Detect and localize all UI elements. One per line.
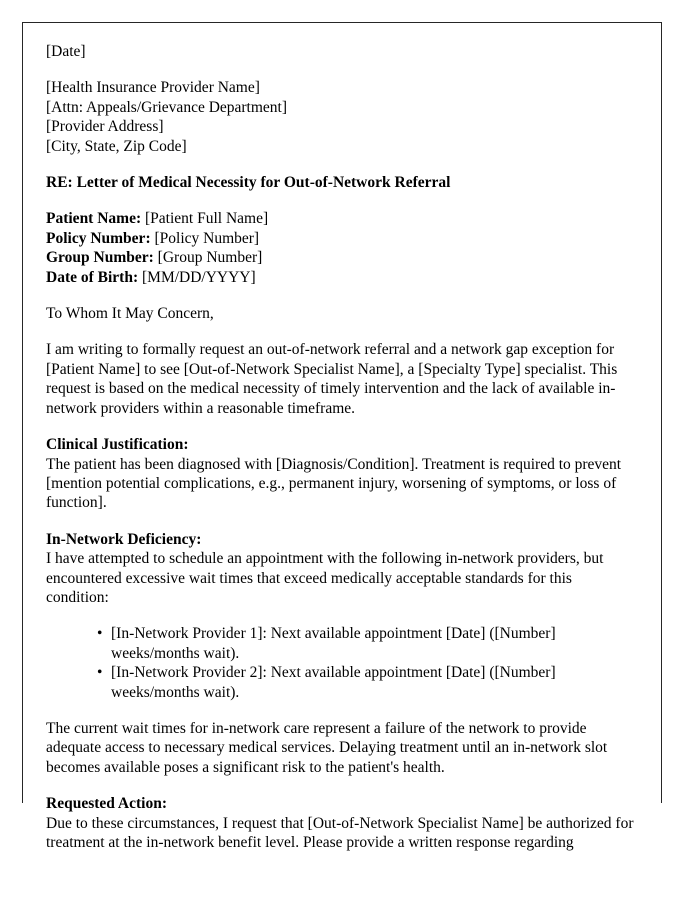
address-line: [Provider Address] <box>46 118 164 136</box>
field-label: Policy Number: <box>46 229 151 247</box>
spacer <box>46 192 636 209</box>
spacer <box>46 418 636 435</box>
letter-body <box>46 42 636 852</box>
spacer <box>46 513 636 530</box>
spacer <box>46 287 636 304</box>
section-heading-clinical-justification: Clinical Justification: <box>46 436 189 454</box>
section-body-clinical-justification: The patient has been diagnosed with [Diagnosis/Condition]. Treatment is required to prevent [mention potential complications, e.g., permanent injury, worsening of symptoms, or loss of function]. <box>46 455 622 512</box>
patient-field-row <box>46 268 636 287</box>
patient-field-row <box>46 229 636 248</box>
address-line: [City, State, Zip Code] <box>46 137 187 155</box>
field-value: [MM/DD/YYYY] <box>142 268 256 286</box>
section-body-requested-action: Due to these circumstances, I request that [Out-of-Network Specialist Name] be authorized for treatment at the in-network benefit level. Please provide a written response regarding <box>46 814 634 851</box>
field-value: [Policy Number] <box>154 229 260 247</box>
spacer <box>46 607 636 624</box>
in-network-provider-list <box>46 624 636 702</box>
spacer <box>46 156 636 173</box>
spacer <box>46 777 636 794</box>
date-line: [Date] <box>46 43 86 60</box>
spacer <box>46 61 636 78</box>
wait-time-paragraph: The current wait times for in-network care represent a failure of the network to provide adequate access to necessary medical services. Delaying treatment until an in-network slot becomes available poses a significant risk to the patient's health. <box>46 719 608 776</box>
field-value: [Group Number] <box>157 249 263 267</box>
section-heading-in-network-deficiency: In-Network Deficiency: <box>46 530 202 548</box>
address-line: [Attn: Appeals/Grievance Department] <box>46 98 288 116</box>
patient-field-row <box>46 209 636 228</box>
field-value: [Patient Full Name] <box>145 210 269 228</box>
spacer <box>46 702 636 719</box>
patient-info-block <box>46 209 636 287</box>
field-label: Patient Name: <box>46 210 142 228</box>
address-line: [Health Insurance Provider Name] <box>46 79 260 97</box>
salutation: To Whom It May Concern, <box>46 305 214 323</box>
section-body-in-network-deficiency: I have attempted to schedule an appointment with the following in-network providers, but encountered excessive wait times that exceed medically acceptable standards for this condition: <box>46 550 604 606</box>
list-item: • [In-Network Provider 1]: Next available appointment [Date] ([Number] weeks/months wait). <box>97 624 636 663</box>
subject-line: RE: Letter of Medical Necessity for Out-of-Network Referral <box>46 174 451 192</box>
field-label: Date of Birth: <box>46 268 139 286</box>
letter-page <box>22 22 662 851</box>
list-item: • [In-Network Provider 2]: Next available appointment [Date] ([Number] weeks/months wait). <box>97 663 636 702</box>
recipient-address-block <box>46 78 636 156</box>
section-heading-requested-action: Requested Action: <box>46 795 167 813</box>
opening-paragraph: I am writing to formally request an out-of-network referral and a network gap exception for [Patient Name] to see [Out-of-Network Specialist Name], a [Specialty Type] specialist. This request is based on the medical necessity of timely intervention and the lack of available in-network providers within a reasonable timeframe. <box>46 341 618 417</box>
field-label: Group Number: <box>46 249 154 267</box>
spacer <box>46 323 636 340</box>
patient-field-row <box>46 248 636 267</box>
